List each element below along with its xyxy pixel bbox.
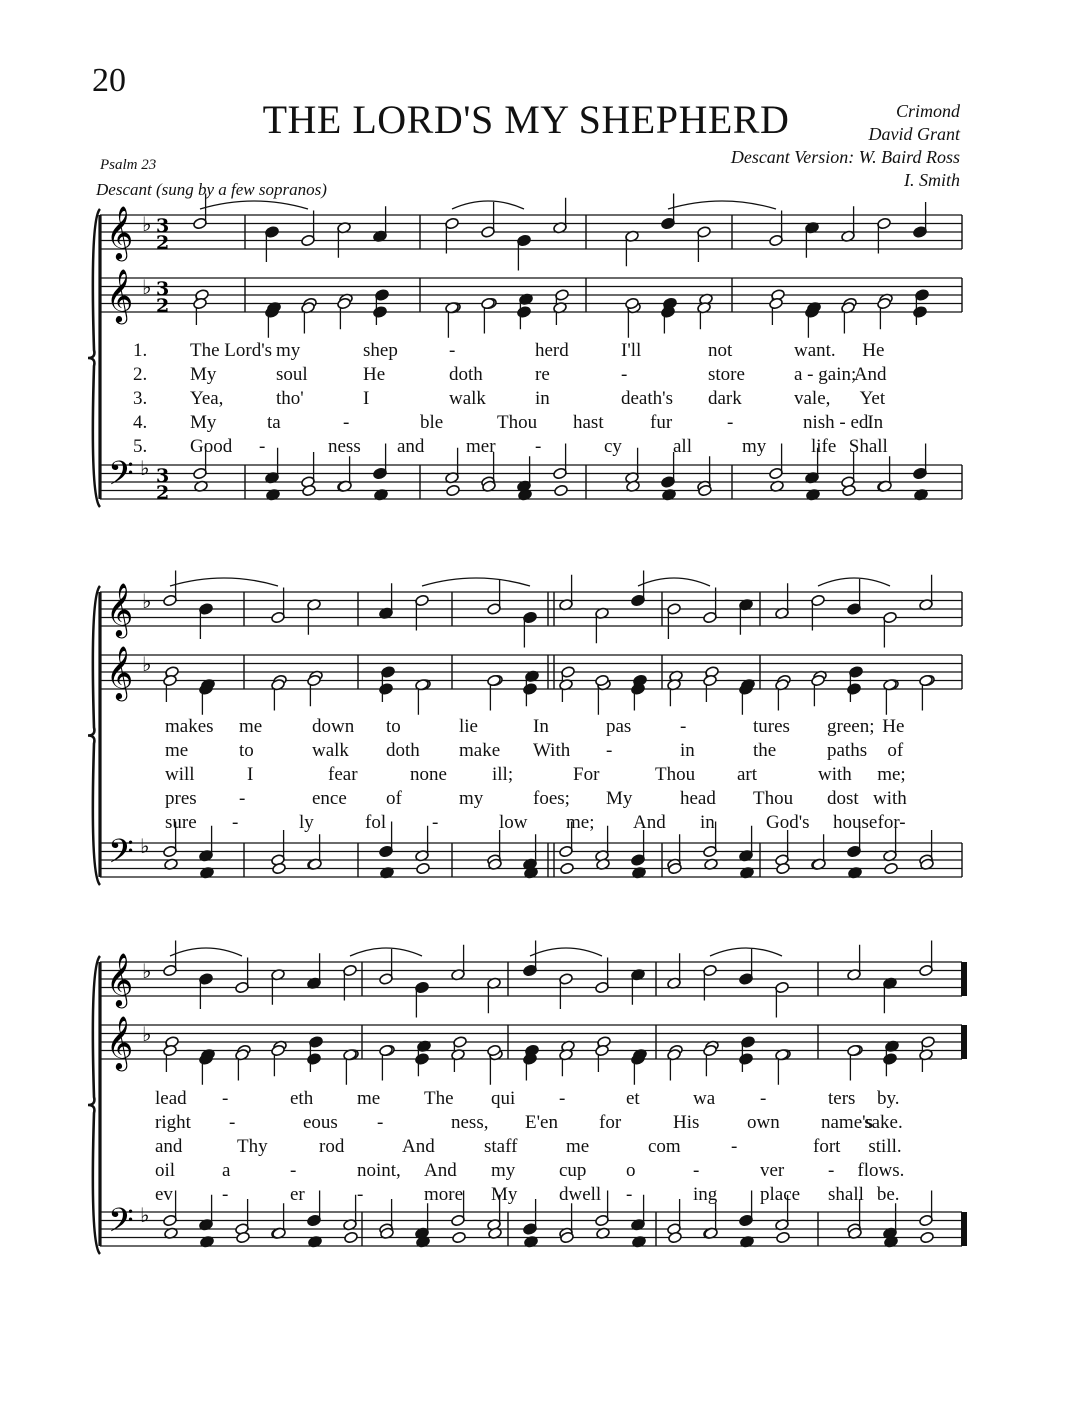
lyric-syllable: His xyxy=(673,1112,700,1133)
lyric-syllable: re xyxy=(535,364,550,385)
bass-clef: 𝄢 xyxy=(108,833,134,879)
lyric-syllable: tho' xyxy=(276,388,304,409)
lyric-syllable: ence xyxy=(312,788,347,809)
lyric-syllable: - xyxy=(232,812,239,833)
lyric-syllable: the xyxy=(753,740,777,761)
lyric-syllable: low xyxy=(499,812,528,833)
lyric-syllable: all xyxy=(673,436,692,457)
lyric-syllable: ly xyxy=(299,812,314,833)
lyric-syllable: vale, xyxy=(794,388,831,409)
lyric-syllable: shep xyxy=(363,340,398,361)
slur xyxy=(710,948,782,956)
lyric-syllable: et xyxy=(626,1088,640,1109)
lyric-syllable: still. xyxy=(868,1136,902,1157)
final-barline xyxy=(961,1025,967,1059)
time-signature-top: 3 xyxy=(156,465,170,487)
lyric-syllable: life xyxy=(811,436,837,457)
slur xyxy=(170,578,278,586)
time-signature-bottom: 2 xyxy=(156,482,170,504)
lyric-syllable: My xyxy=(190,364,217,385)
lyric-syllable: lead xyxy=(155,1088,187,1109)
treble-clef: 𝄞 xyxy=(106,268,134,322)
lyric-syllable: sure xyxy=(165,812,197,833)
lyric-syllable: sake. xyxy=(864,1112,903,1133)
time-signature-top: 3 xyxy=(156,215,170,237)
lyric-syllable: with xyxy=(818,764,852,785)
lyric-syllable: me; xyxy=(566,812,595,833)
lyric-syllable: dark xyxy=(708,388,742,409)
lyric-syllable: in xyxy=(700,812,715,833)
lyric-syllable: - xyxy=(760,1088,767,1109)
time-signature-bottom: 2 xyxy=(156,232,170,254)
tune-name: Crimond xyxy=(895,101,960,121)
lyric-syllable: - xyxy=(343,412,350,433)
flat-sign: ♭ xyxy=(142,1022,152,1046)
lyric-syllable: of xyxy=(887,740,904,761)
lyric-syllable: - xyxy=(621,364,628,385)
composer: David Grant xyxy=(868,124,960,144)
lyric-syllable: - xyxy=(680,716,687,737)
lyric-syllable: - xyxy=(290,1160,297,1181)
lyric-syllable: The xyxy=(424,1088,454,1109)
lyric-syllable: Yet xyxy=(859,388,886,409)
psalm-reference: Psalm 23 xyxy=(100,157,157,173)
lyric-syllable: walk xyxy=(312,740,349,761)
lyric-syllable: green; xyxy=(827,716,875,737)
flat-sign: ♭ xyxy=(142,959,152,983)
lyric-syllable: me xyxy=(239,716,263,737)
lyric-syllable: And xyxy=(424,1160,457,1181)
lyric-syllable: I xyxy=(363,388,370,409)
note-head xyxy=(554,484,569,497)
lyric-syllable: qui xyxy=(491,1088,516,1109)
lyric-syllable: my xyxy=(491,1160,516,1181)
lyric-syllable: With xyxy=(533,740,571,761)
lyric-syllable: nish - ed xyxy=(803,412,869,433)
lyric-syllable: for xyxy=(599,1112,622,1133)
lyric-syllable: me xyxy=(165,740,189,761)
lyric-syllable: - xyxy=(229,1112,236,1133)
note-head xyxy=(307,1053,322,1066)
lyric-syllable: ta xyxy=(267,412,281,433)
lyric-syllable: He xyxy=(363,364,386,385)
lyric-syllable: herd xyxy=(535,340,569,361)
lyric-syllable: I'll xyxy=(621,340,642,361)
lyric-syllable: And xyxy=(633,812,666,833)
hymn-title-text: THE LORD'S MY SHEPHERD xyxy=(262,97,790,142)
lyric-syllable: - xyxy=(731,1136,738,1157)
lyric-syllable: - xyxy=(693,1160,700,1181)
lyric-syllable: He xyxy=(862,340,885,361)
lyric-syllable: ill; xyxy=(492,764,514,785)
flat-sign: ♭ xyxy=(140,834,150,858)
lyric-syllable: dost xyxy=(827,788,859,809)
lyric-syllable: doth xyxy=(449,364,483,385)
lyric-syllable: My xyxy=(491,1184,518,1205)
lyric-syllable: in xyxy=(680,740,695,761)
lyric-syllable: - xyxy=(259,436,266,457)
lyric-syllable: in xyxy=(535,388,550,409)
lyric-syllable: be. xyxy=(876,1184,900,1205)
note-head xyxy=(416,862,431,875)
lyric-syllable: fear xyxy=(328,764,358,785)
note-head xyxy=(847,683,862,696)
lyric-syllable: walk xyxy=(449,388,486,409)
lyric-syllable: down xyxy=(312,716,355,737)
lyric-syllable: oil xyxy=(155,1160,176,1181)
lyric-syllable: me; xyxy=(877,764,906,785)
verse-number: 1. xyxy=(133,340,148,361)
lyric-syllable: my xyxy=(276,340,301,361)
lyric-syllable: wa xyxy=(693,1088,716,1109)
lyric-syllable: - xyxy=(222,1184,229,1205)
lyric-syllable: right xyxy=(155,1112,191,1133)
system-brace xyxy=(88,956,100,1254)
lyric-syllable: In xyxy=(533,716,549,737)
slur xyxy=(170,948,242,956)
note-head xyxy=(739,1053,754,1066)
lyric-syllable: dwell xyxy=(559,1184,602,1205)
lyric-syllable: doth xyxy=(386,740,420,761)
note-head xyxy=(379,683,394,696)
lyric-syllable: own xyxy=(747,1112,780,1133)
note-head xyxy=(452,1231,467,1244)
time-signature-top: 3 xyxy=(156,278,170,300)
treble-clef: 𝄞 xyxy=(106,1015,134,1069)
lyric-syllable: er xyxy=(290,1184,305,1205)
note-head xyxy=(446,484,461,497)
lyric-syllable: fol xyxy=(365,812,387,833)
lyric-syllable: com xyxy=(648,1136,681,1157)
lyric-syllable: ver xyxy=(760,1160,785,1181)
lyric-syllable: lie xyxy=(459,716,478,737)
note-head xyxy=(373,306,388,319)
lyric-syllable: Thy xyxy=(237,1136,268,1157)
lyric-syllable: The Lord's xyxy=(190,340,273,361)
note-head xyxy=(560,862,575,875)
lyric-syllable: house xyxy=(833,812,878,833)
lyric-syllable: cy xyxy=(604,436,622,457)
lyric-syllable: - xyxy=(626,1184,633,1205)
lyric-syllable: tures xyxy=(753,716,790,737)
lyric-syllable: death's xyxy=(621,388,673,409)
lyric-syllable: and xyxy=(397,436,425,457)
lyric-syllable: mer xyxy=(466,436,496,457)
slur xyxy=(668,201,776,209)
bass-clef: 𝄢 xyxy=(108,1202,134,1248)
slur xyxy=(422,578,530,586)
final-barline xyxy=(961,962,967,996)
lyric-syllable: to xyxy=(386,716,401,737)
lyric-syllable: - xyxy=(727,412,734,433)
lyric-syllable: rod xyxy=(319,1136,345,1157)
slur xyxy=(818,578,890,586)
slur xyxy=(530,948,602,956)
lyric-syllable: store xyxy=(708,364,745,385)
verse-number: 5. xyxy=(133,436,148,457)
system-brace xyxy=(88,209,100,507)
lyric-syllable: ters xyxy=(828,1088,856,1109)
flat-sign: ♭ xyxy=(142,275,152,299)
note-head xyxy=(415,1053,430,1066)
lyric-syllable: E'en xyxy=(525,1112,558,1133)
lyric-syllable: He xyxy=(882,716,905,737)
note-head xyxy=(913,306,928,319)
lyric-syllable: fur xyxy=(650,412,673,433)
final-barline xyxy=(961,1212,967,1246)
lyric-syllable: by. xyxy=(876,1088,900,1109)
lyric-syllable: name's xyxy=(821,1112,873,1133)
slur xyxy=(200,201,308,209)
lyric-syllable: For xyxy=(573,764,600,785)
lyric-syllable: pres xyxy=(165,788,197,809)
treble-clef: 𝄞 xyxy=(106,645,134,699)
descant-note: Descant (sung by a few sopranos) xyxy=(96,180,327,199)
lyric-syllable: cup xyxy=(559,1160,587,1181)
lyric-syllable: a - gain; xyxy=(794,364,857,385)
lyric-syllable: makes xyxy=(165,716,214,737)
lyric-syllable: Shall xyxy=(848,436,888,457)
lyric-syllable: flows. xyxy=(857,1160,905,1181)
lyric-syllable: foes; xyxy=(533,788,570,809)
lyric-syllable: ness, xyxy=(451,1112,489,1133)
lyric-syllable: me xyxy=(566,1136,590,1157)
lyric-syllable: ing xyxy=(693,1184,718,1205)
lyric-syllable: make xyxy=(459,740,501,761)
treble-clef: 𝄞 xyxy=(106,582,134,636)
lyric-syllable: shall xyxy=(828,1184,864,1205)
lyric-syllable: - xyxy=(559,1088,566,1109)
flat-sign: ♭ xyxy=(140,1203,150,1227)
lyric-syllable: eth xyxy=(290,1088,314,1109)
lyric-syllable: soul xyxy=(276,364,308,385)
lyric-syllable: Thou xyxy=(753,788,794,809)
lyric-syllable: God's xyxy=(766,812,810,833)
lyric-syllable: - xyxy=(222,1088,229,1109)
verse-number: 4. xyxy=(133,412,148,433)
note-head xyxy=(344,1231,359,1244)
note-head xyxy=(883,1053,898,1066)
lyric-syllable: Thou xyxy=(497,412,538,433)
lyric-syllable: hast xyxy=(573,412,604,433)
time-signature-bottom: 2 xyxy=(156,295,170,317)
note-head xyxy=(776,1231,791,1244)
treble-clef: 𝄞 xyxy=(106,952,134,1006)
lyric-syllable: staff xyxy=(484,1136,518,1157)
flat-sign: ♭ xyxy=(140,456,150,480)
lyric-syllable: want. xyxy=(794,340,836,361)
lyric-syllable: my xyxy=(459,788,484,809)
note-head xyxy=(920,1231,935,1244)
lyric-syllable: head xyxy=(680,788,716,809)
verse-number: 2. xyxy=(133,364,148,385)
lyric-syllable: and xyxy=(155,1136,183,1157)
lyric-syllable: - xyxy=(432,812,439,833)
lyric-syllable: art xyxy=(737,764,758,785)
lyric-syllable: fort xyxy=(813,1136,841,1157)
slur xyxy=(638,578,710,586)
lyric-syllable: In xyxy=(867,412,884,433)
lyric-syllable: - xyxy=(828,1160,835,1181)
lyric-syllable: My xyxy=(606,788,633,809)
lyric-syllable: not xyxy=(708,340,733,361)
lyric-syllable: - xyxy=(535,436,542,457)
lyric-syllable: paths xyxy=(827,740,868,761)
note-head xyxy=(517,306,532,319)
note-head xyxy=(884,862,899,875)
lyric-syllable: Good xyxy=(190,436,233,457)
lyric-syllable: Yea, xyxy=(190,388,224,409)
page-number: 20 xyxy=(92,62,126,99)
lyric-syllable: place xyxy=(760,1184,801,1205)
lyric-syllable: a xyxy=(222,1160,231,1181)
verse-number: 3. xyxy=(133,388,148,409)
lyric-syllable: - xyxy=(239,788,246,809)
lyric-syllable: ness xyxy=(328,436,361,457)
lyric-syllable: - xyxy=(357,1184,364,1205)
lyric-syllable: my xyxy=(742,436,767,457)
lyric-syllable: me xyxy=(357,1088,381,1109)
lyric-syllable: - xyxy=(377,1112,384,1133)
slur xyxy=(350,948,422,956)
lyric-syllable: pas xyxy=(606,716,632,737)
lyric-syllable: with xyxy=(872,788,907,809)
lyric-syllable: Thou xyxy=(655,764,696,785)
lyric-syllable: ev xyxy=(155,1184,173,1205)
lyric-syllable: - xyxy=(449,340,456,361)
lyric-syllable: And xyxy=(402,1136,435,1157)
lyric-syllable: eous xyxy=(303,1112,338,1133)
lyric-syllable: none xyxy=(410,764,447,785)
lyric-syllable: And xyxy=(853,364,887,385)
lyric-syllable: - xyxy=(606,740,613,761)
lyric-syllable: more xyxy=(424,1184,464,1205)
slur xyxy=(452,201,524,209)
arranger: I. Smith xyxy=(904,170,960,190)
note-head xyxy=(523,683,538,696)
lyric-syllable: to xyxy=(239,740,254,761)
descant-arranger: Descant Version: W. Baird Ross xyxy=(730,147,960,167)
lyric-syllable: will xyxy=(165,764,195,785)
lyric-syllable: I xyxy=(247,764,254,785)
flat-sign: ♭ xyxy=(142,589,152,613)
treble-clef: 𝄞 xyxy=(106,205,134,259)
flat-sign: ♭ xyxy=(142,212,152,236)
lyric-syllable: for- xyxy=(877,812,906,833)
lyric-syllable: My xyxy=(190,412,217,433)
bass-clef: 𝄢 xyxy=(108,455,134,501)
lyric-syllable: o xyxy=(626,1160,636,1181)
flat-sign: ♭ xyxy=(142,652,152,676)
lyric-syllable: ble xyxy=(420,412,444,433)
system-brace xyxy=(88,586,100,885)
lyric-syllable: of xyxy=(386,788,402,809)
lyric-syllable: noint, xyxy=(357,1160,401,1181)
